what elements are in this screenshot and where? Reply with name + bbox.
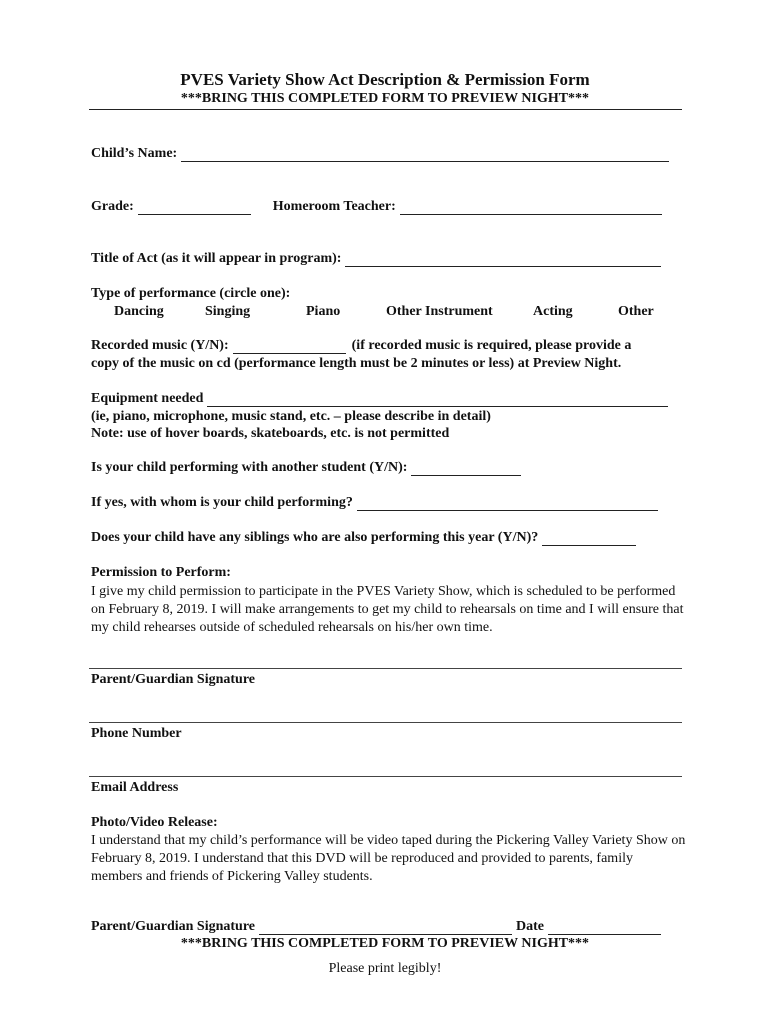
permission-heading: Permission to Perform: [91,565,231,580]
child-name-field[interactable] [181,147,669,162]
parent-signature-row [91,672,255,688]
siblings-label: Does your child have any siblings who are also performing this year (Y/N)? [91,530,539,545]
email-line[interactable] [89,776,682,777]
footer-signature-field[interactable] [259,920,512,935]
email-row [91,780,178,796]
parent-signature-label: Parent/Guardian Signature [91,672,256,687]
print-note: Please print legibly! [328,961,442,976]
recorded-music-row [91,338,631,354]
permission-text: I give my child permission to participate in the PVES Variety Show, which is scheduled to be performed on February 8, 2019. I will make arrangements to get my child to rehearsals on time and I will ensure that my child rehearses outside of scheduled rehearsals on his/her own time. [91,584,684,635]
email-label: Email Address [91,780,179,795]
with-student-field[interactable] [411,461,521,476]
recorded-music-label: Recorded music (Y/N): [91,338,229,353]
act-title-row [91,251,661,267]
equipment-row [91,391,668,407]
option-other-instrument[interactable]: Other Instrument [386,304,493,319]
siblings-row [91,530,636,546]
grade-row [91,199,662,215]
homeroom-teacher-label: Homeroom Teacher: [272,199,396,214]
child-name-row [91,146,669,162]
grade-field[interactable] [138,200,251,215]
equipment-label: Equipment needed [91,391,204,406]
equipment-note-row-2 [91,426,449,442]
release-text: I understand that my child’s performance will be video taped during the Pickering Valley Variety Show on February 8, 2019. I understand that this DVD will be reproduced and provided to parents, family members and friends of Pickering Valley students. [91,833,686,884]
equipment-field[interactable] [207,392,668,407]
phone-row [91,726,182,742]
with-whom-field[interactable] [357,496,658,511]
footer-signature-row [91,919,661,935]
form-title: PVES Variety Show Act Description & Permission Form [180,70,590,89]
option-dancing[interactable]: Dancing [114,304,164,319]
header-rule [89,109,682,110]
homeroom-teacher-field[interactable] [400,200,662,215]
phone-line[interactable] [89,722,682,723]
with-whom-row [91,495,658,511]
recorded-music-note-row [91,356,621,372]
footer-date-label: Date [516,919,545,934]
recorded-music-note: (if recorded music is required, please provide a [351,338,632,353]
parent-signature-line[interactable] [89,668,682,669]
footer-signature-label: Parent/Guardian Signature [91,919,256,934]
act-title-label: Title of Act (as it will appear in program): [91,251,342,266]
equipment-note-2: Note: use of hover boards, skateboards, etc. is not permitted [91,426,450,441]
equipment-note-1: (ie, piano, microphone, music stand, etc. – please describe in detail) [91,409,491,424]
option-other[interactable]: Other [618,304,654,319]
siblings-field[interactable] [542,531,636,546]
release-heading: Photo/Video Release: [91,815,218,830]
act-title-field[interactable] [345,252,661,267]
phone-label: Phone Number [91,726,182,741]
option-singing[interactable]: Singing [205,304,251,319]
grade-label: Grade: [91,199,134,214]
with-student-label: Is your child performing with another student (Y/N): [91,460,408,475]
form-subtitle: ***BRING THIS COMPLETED FORM TO PREVIEW NIGHT*** [180,91,590,106]
option-acting[interactable]: Acting [533,304,573,319]
footer-reminder: ***BRING THIS COMPLETED FORM TO PREVIEW NIGHT*** [180,936,590,951]
with-whom-label: If yes, with whom is your child performing? [91,495,353,510]
performance-type-label: Type of performance (circle one): [91,286,291,301]
performance-type-row [91,286,290,302]
release-heading-row [91,815,218,831]
equipment-note-row-1 [91,409,491,425]
option-piano[interactable]: Piano [306,304,341,319]
footer-date-field[interactable] [548,920,661,935]
permission-heading-row [91,565,231,581]
with-student-row [91,460,521,476]
child-name-label: Child’s Name: [91,146,178,161]
recorded-music-note-2: copy of the music on cd (performance length must be 2 minutes or less) at Preview Night. [91,356,622,371]
recorded-music-field[interactable] [233,339,346,354]
